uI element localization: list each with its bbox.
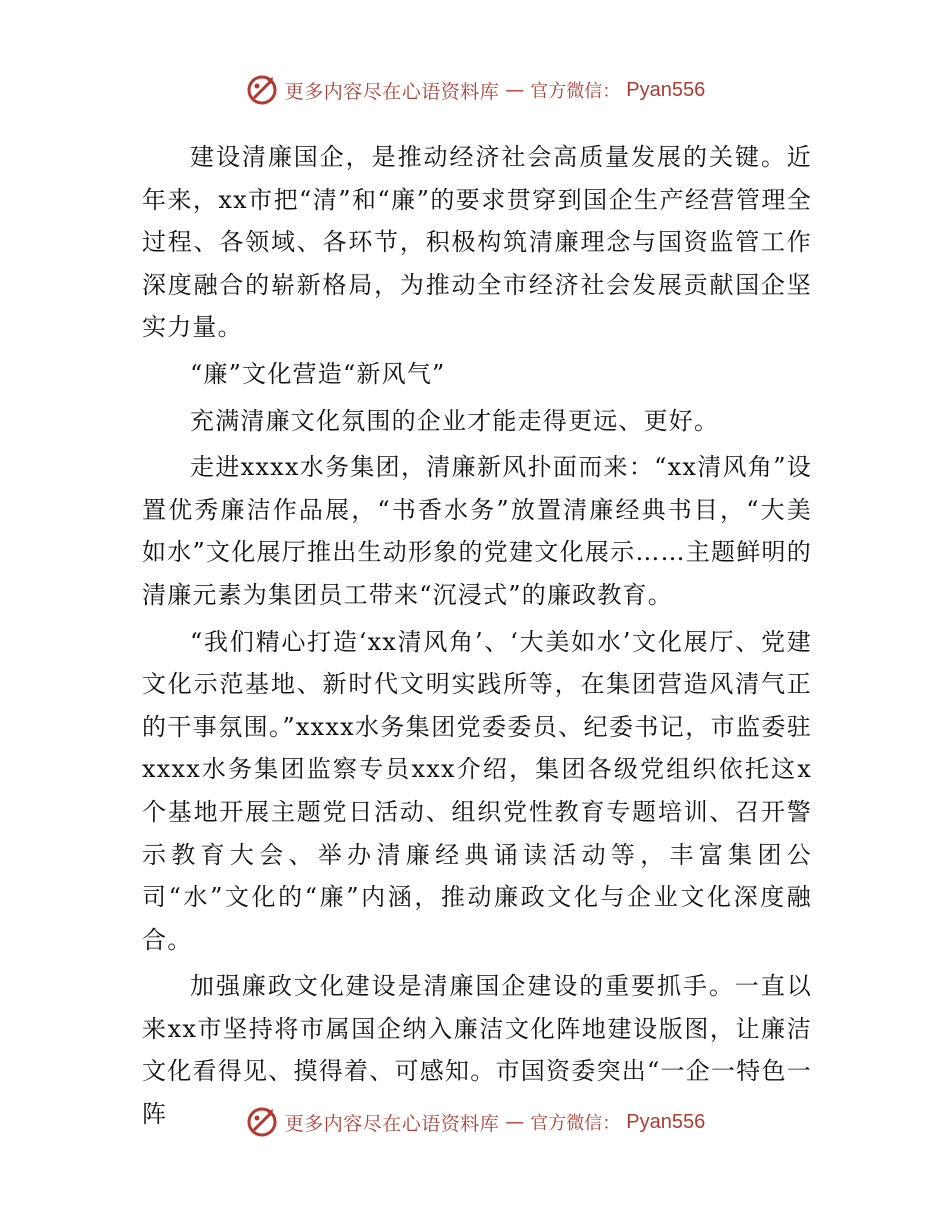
paragraph-intro: 建设清廉国企，是推动经济社会高质量发展的关键。近年来，xx市把“清”和“廉”的要求贯穿到国企生产经营管理全过程、各领域、各环节，积极构筑清廉理念与国资监管工作深度融合的崭新格局，为推动全市经济社会发展贡献国企坚实力量。 bbox=[142, 143, 812, 342]
footer-banner bbox=[0, 1102, 950, 1142]
section-heading: “廉”文化营造“新风气” bbox=[190, 359, 446, 388]
banner-dash: — bbox=[505, 1111, 525, 1133]
banner-dash: — bbox=[505, 79, 525, 101]
brand-logo-icon bbox=[245, 73, 279, 107]
paragraph-3: 走进xxxx水务集团，清廉新风扑面而来：“xx清风角”设置优秀廉洁作品展，“书香水务”放置清廉经典书目，“大美如水”文化展厅推出生动形象的党建文化展示……主题鲜明的清廉元素为集团员工带来“沉浸式”的廉政教育。 bbox=[142, 453, 812, 609]
wechat-id: Pyan556 bbox=[626, 1110, 706, 1133]
wechat-label: 官方微信： bbox=[530, 1113, 621, 1134]
banner-text: 更多内容尽在心语资料库 bbox=[284, 80, 500, 103]
brand-logo-icon bbox=[245, 1105, 279, 1139]
document-body bbox=[142, 136, 812, 1140]
paragraph-5: 加强廉政文化建设是清廉国企建设的重要抓手。一直以来xx市坚持将市属国企纳入廉洁文化阵地建设版图，让廉洁文化看得见、摸得着、可感知。市国资委突出“一企一特色一阵 bbox=[142, 972, 812, 1129]
wechat-label: 官方微信： bbox=[530, 81, 621, 102]
header-banner bbox=[0, 70, 950, 110]
paragraph-2: 充满清廉文化氛围的企业才能走得更远、更好。 bbox=[190, 406, 720, 435]
paragraph-4: “我们精心打造‘xx清风角’、‘大美如水’文化展厅、党建文化示范基地、新时代文明实践所等，在集团营造风清气正的干事氛围。”xxxx水务集团党委委员、纪委书记，市监委驻xxxx水务集团监察专员xxx介绍，集团各级党组织依托这x个基地开展主题党日活动、组织党性教育专题培训、召开警示教育大会、举办清廉经典诵读活动等，丰富集团公司“水”文化的“廉”内涵，推动廉政文化与企业文化深度融合。 bbox=[142, 627, 812, 954]
wechat-id: Pyan556 bbox=[626, 78, 706, 101]
banner-text: 更多内容尽在心语资料库 bbox=[284, 1112, 500, 1135]
